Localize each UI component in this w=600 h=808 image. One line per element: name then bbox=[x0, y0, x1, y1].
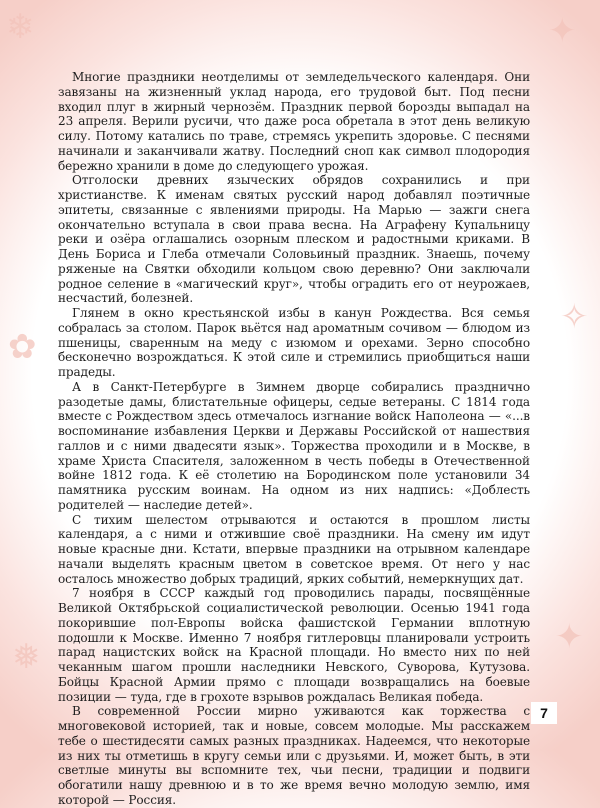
paragraph: Глянем в окно крестьянской избы в канун Рождества. Вся семья собралась за столом. Парок вьётся над ароматным сочивом — блюдом из пшеницы, сваренным на меду с изюмом и орехами. Зерно способно бесконечно возрождаться. К этой силе и стремились приобщиться наши прадеды. bbox=[58, 306, 530, 379]
paragraph: В современной России мирно уживаются как торжества с многовековой историей, так и новые, совсем молодые. Мы расскажем тебе о шестидесяти самых разных праздниках. Надеемся, что некоторые из них ты отметишь в кругу семьи или с друзьями. И, может быть, в эти светлые минуты вы вспомните тех, чьи песни, традиции и подвиги обогатили нашу древнюю и в то же время вечно молодую землю, имя которой — Россия. bbox=[58, 704, 530, 807]
article-text bbox=[58, 70, 530, 808]
star-icon: ✧ bbox=[560, 297, 589, 337]
snowflake-icon: ❅ bbox=[12, 637, 41, 677]
paragraph: 7 ноября в СССР каждый год проводились парады, посвящённые Великой Октябрьской социалистической революции. Осенью 1941 года покорившие пол-Европы войска фашистской Германии вплотную подошли к Москве. Именно 7 ноября гитлеровцы планировали устроить парад нацистских войск на Красной площади. Но вместо них по ней чеканным шагом прошли наследники Невского, Суворова, Кутузова. Бойцы Красной Армии прямо с площади возвращались на боевые позиции — туда, где в грохоте взрывов рождалась Великая победа. bbox=[58, 586, 530, 704]
paragraph: Многие праздники неотделимы от земледельческого календаря. Они завязаны на жизненный уклад народа, его трудовой быт. Под песни входил плуг в жирный чернозём. Праздник первой борозды выпадал на 23 апреля. Верили русичи, что даже роса обретала в этот день великую силу. Потому катались по траве, стремясь укрепить здоровье. С песнями начинали и заканчивали жатву. Последний сноп как символ плодородия бережно хранили в доме до следующего урожая. bbox=[58, 70, 530, 173]
star-icon: ✦ bbox=[555, 617, 584, 657]
page-number: 7 bbox=[531, 702, 557, 724]
paragraph: А в Санкт-Петербурге в Зимнем дворце собирались празднично разодетые дамы, блистательные офицеры, седые ветераны. С 1814 года вместе с Рождеством здесь отмечалось изгнание войск Наполеона — «...в воспоминание избавления Церкви и Державы Российской от нашествия галлов и с ними двадесяти язык». Торжества проходили и в Москве, в храме Христа Спасителя, заложенном в честь победы в Отечественной войне 1812 года. К её столетию на Бородинском поле установили 34 памятника русским воинам. На одном из них надпись: «Доблесть родителей — наследие детей». bbox=[58, 379, 530, 512]
snowflake-icon: ❄ bbox=[6, 7, 35, 47]
star-icon: ✦ bbox=[548, 11, 577, 51]
paragraph: С тихим шелестом отрываются и остаются в прошлом листы календаря, а с ними и отжившие своё праздники. На смену им идут новые красные дни. Кстати, впервые праздники на отрывном календаре начали выделять красным цветом в советское время. От него у нас осталось множество добрых традиций, ярких событий, немеркнущих дат. bbox=[58, 512, 530, 586]
paragraph: Отголоски древних языческих обрядов сохранились и при христианстве. К именам святых русский народ добавлял поэтичные эпитеты, связанные с явлениями природы. На Марью — зажги снега окончательно вступала в свои права весна. На Аграфену Купальницу реки и озёра оглашались озорным плеском и радостными криками. В День Бориса и Глеба отмечали Соловьиный праздник. Знаешь, почему ряженые на Святки обходили кольцом свою деревню? Они заключали родное селение в «магический круг», чтобы оградить его от неурожаев, несчастий, болезней. bbox=[58, 173, 530, 306]
bell-icon: ✿ bbox=[8, 327, 37, 367]
